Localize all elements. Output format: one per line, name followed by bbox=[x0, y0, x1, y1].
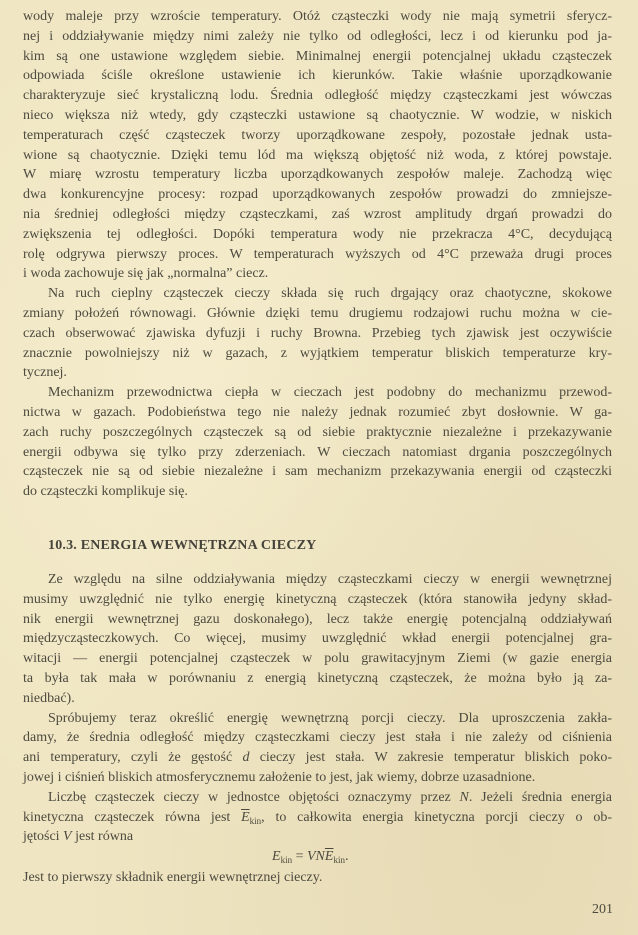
text-line: tycznej. bbox=[23, 365, 67, 381]
text-line: ta była tak mała w porównaniu z energią kinetyczną cząsteczek, że można było ją za- bbox=[23, 671, 612, 686]
text-line: wione są chaotycznie. Dzięki temu lód ma większą objętość niż woda, z której powstaje. bbox=[23, 147, 612, 163]
formula-rhs-mean: $\overline{E}$ bbox=[324, 849, 334, 864]
text-line: nia średniej odległości między cząsteczkami, zaś wzrost amplitudy drgań prowadzi do bbox=[23, 207, 612, 222]
text-line bbox=[23, 827, 612, 847]
text-line: międzycząsteczkowych. Co więcej, musimy uwzględnić wkład energii potencjalnej gra- bbox=[23, 631, 612, 647]
formula-rhs: VN bbox=[306, 849, 325, 864]
text-line: energii odbywa się tylko przy zderzeniach. W cieczach natomiast drgania poszczególnych bbox=[23, 444, 612, 460]
text-line: Na ruch cieplny cząsteczek cieczy składa się ruch drgający oraz chaotyczne, skokowe bbox=[48, 286, 612, 302]
text-line bbox=[23, 808, 612, 828]
text-line: odpowiada ściśle określone ustawienie ich kierunków. Takie właśnie uporządkowanie bbox=[23, 68, 612, 84]
text-segment: ani temperatury, czyli że gęstość bbox=[23, 750, 243, 766]
text-segment: jest równa bbox=[71, 829, 134, 845]
text-line: zmiany położeń równowagi. Głównie dzięki temu drugiemu rodzajowi ruchu można w cie- bbox=[23, 306, 612, 321]
text-segment: Liczbę cząsteczek cieczy w jednostce objętości oznaczymy przez bbox=[48, 789, 460, 805]
text-segment: cieczy jest stała. W zakresie temperatur bliskich poko- bbox=[249, 750, 612, 766]
text-line: witacji — energii potencjalnej cząsteczek w polu grawitacyjnym Ziemi (w gazie energia bbox=[23, 651, 612, 667]
text-line: kim są one ustawione względem siebie. Minimalnej energii potencjalnej układu cząsteczek bbox=[23, 48, 612, 64]
text-line: zach ruchy poszczególnych cząsteczek są od siebie praktycznie niezależne i przekazywanie bbox=[23, 424, 612, 440]
math-variable: N bbox=[459, 789, 469, 805]
math-mean-symbol: $\overline{E}$ bbox=[241, 809, 250, 825]
formula-lhs: E bbox=[272, 849, 281, 864]
text-line: nieco większa niż wtedy, gdy cząsteczki ustawione są chaotycznie. W wodzie, w niskich bbox=[23, 108, 612, 123]
math-variable: d bbox=[242, 750, 250, 766]
text-line: nik energii wewnętrznej gazu doskonałego), lecz także energię potencjalną oddziaływań bbox=[23, 611, 612, 627]
text-line bbox=[23, 748, 612, 768]
text-line: charakteryzuje sieć krystaliczną lodu. Średnia odległość między cząsteczkami jest wówczas bbox=[23, 88, 612, 104]
page-number: 201 bbox=[592, 902, 613, 917]
text-line: Ze względu na silne oddziaływania między cząsteczkami cieczy w energii wewnętrznej bbox=[48, 572, 612, 587]
text-line: zwiększenia tej odległości. Dopóki temperatura wody nie przekracza 4°C, decydującą bbox=[23, 226, 612, 242]
text-line: nictwa w gazach. Podobieństwa tego nie należy jednak rozumieć zbyt dosłownie. W ga- bbox=[23, 405, 612, 420]
text-line: do cząsteczki komplikuje się. bbox=[23, 484, 188, 500]
equation-kinetic-energy bbox=[272, 847, 348, 870]
text-line: Spróbujemy teraz określić energię wewnętrzną porcji cieczy. Dla uproszczenia zakła- bbox=[48, 710, 612, 726]
formula-equals: = bbox=[292, 849, 307, 864]
text-line: nej i oddziaływanie między nimi zależy nie tylko od odległości, lecz i od kierunku pod ja- bbox=[23, 28, 612, 44]
text-line: temperaturach część cząsteczek tworzy uporządkowane zespoły, pozostałe jednak usta- bbox=[23, 127, 612, 143]
text-line: damy, że średnia odległość między cząsteczkami cieczy jest stała i nie zależy od ciśnienia bbox=[23, 730, 612, 746]
text-line: W miarę wzrostu temperatury liczba uporządkowanych zespołów maleje. Zachodzą więc bbox=[23, 167, 612, 183]
text-line: znacznie powolniejszy niż w gazach, z wyjątkiem temperatur bliskich temperaturze kry- bbox=[23, 345, 612, 361]
text-line: dwa konkurencyjne procesy: rozpad uporządkowanych zespołów prowadzi do zmniejsze- bbox=[23, 187, 612, 203]
section-heading: 10.3. ENERGIA WEWNĘTRZNA CIECZY bbox=[48, 538, 317, 553]
text-line: cząsteczek nie są od siebie niezależne i sam mechanizm przekazywania energii od cząsteczki bbox=[23, 464, 612, 480]
text-line: i woda zachowuje się jak „normalna” ciecz. bbox=[23, 266, 269, 282]
text-line: wody maleje przy wzroście temperatury. Otóż cząsteczki wody nie mają symetrii sferycz- bbox=[23, 9, 612, 24]
text-segment: , to całkowita energia kinetyczna porcji cieczy o ob- bbox=[261, 809, 612, 825]
text-line bbox=[48, 788, 612, 808]
text-line: musimy uwzględnić nie tylko energię kinetyczną cząsteczek (która stanowiła jedyny skład- bbox=[23, 591, 612, 607]
text-segment: kinetyczna cząsteczek równa jest bbox=[23, 809, 242, 825]
closing-line: Jest to pierwszy składnik energii wewnętrznej cieczy. bbox=[23, 870, 323, 885]
math-variable: V bbox=[63, 829, 72, 845]
text-line: rolę odgrywa pierwszy proces. W temperaturach wyższych od 4°C przeważa drugi proces bbox=[23, 246, 612, 262]
formula-period: . bbox=[344, 849, 349, 864]
formula-rhs-subscript: kin bbox=[333, 855, 345, 865]
text-line: niedbać). bbox=[23, 690, 75, 706]
text-segment: jętości bbox=[23, 829, 64, 845]
formula-lhs-subscript: kin bbox=[280, 855, 293, 865]
text-line: Mechanizm przewodnictwa ciepła w cieczach jest podobny do mechanizmu przewod- bbox=[48, 385, 612, 401]
math-subscript: kin bbox=[249, 815, 262, 826]
text-segment: . Jeżeli średnia energia bbox=[468, 789, 612, 805]
text-line: czach obserwować zjawiska dyfuzji i ruchy Browna. Przebieg tych zjawisk jest oczywiście bbox=[23, 325, 612, 341]
text-line: jowej i ciśnień bliskich atmosferycznemu założenie to jest, jak wiemy, dobrze uzasadnione. bbox=[23, 770, 536, 785]
